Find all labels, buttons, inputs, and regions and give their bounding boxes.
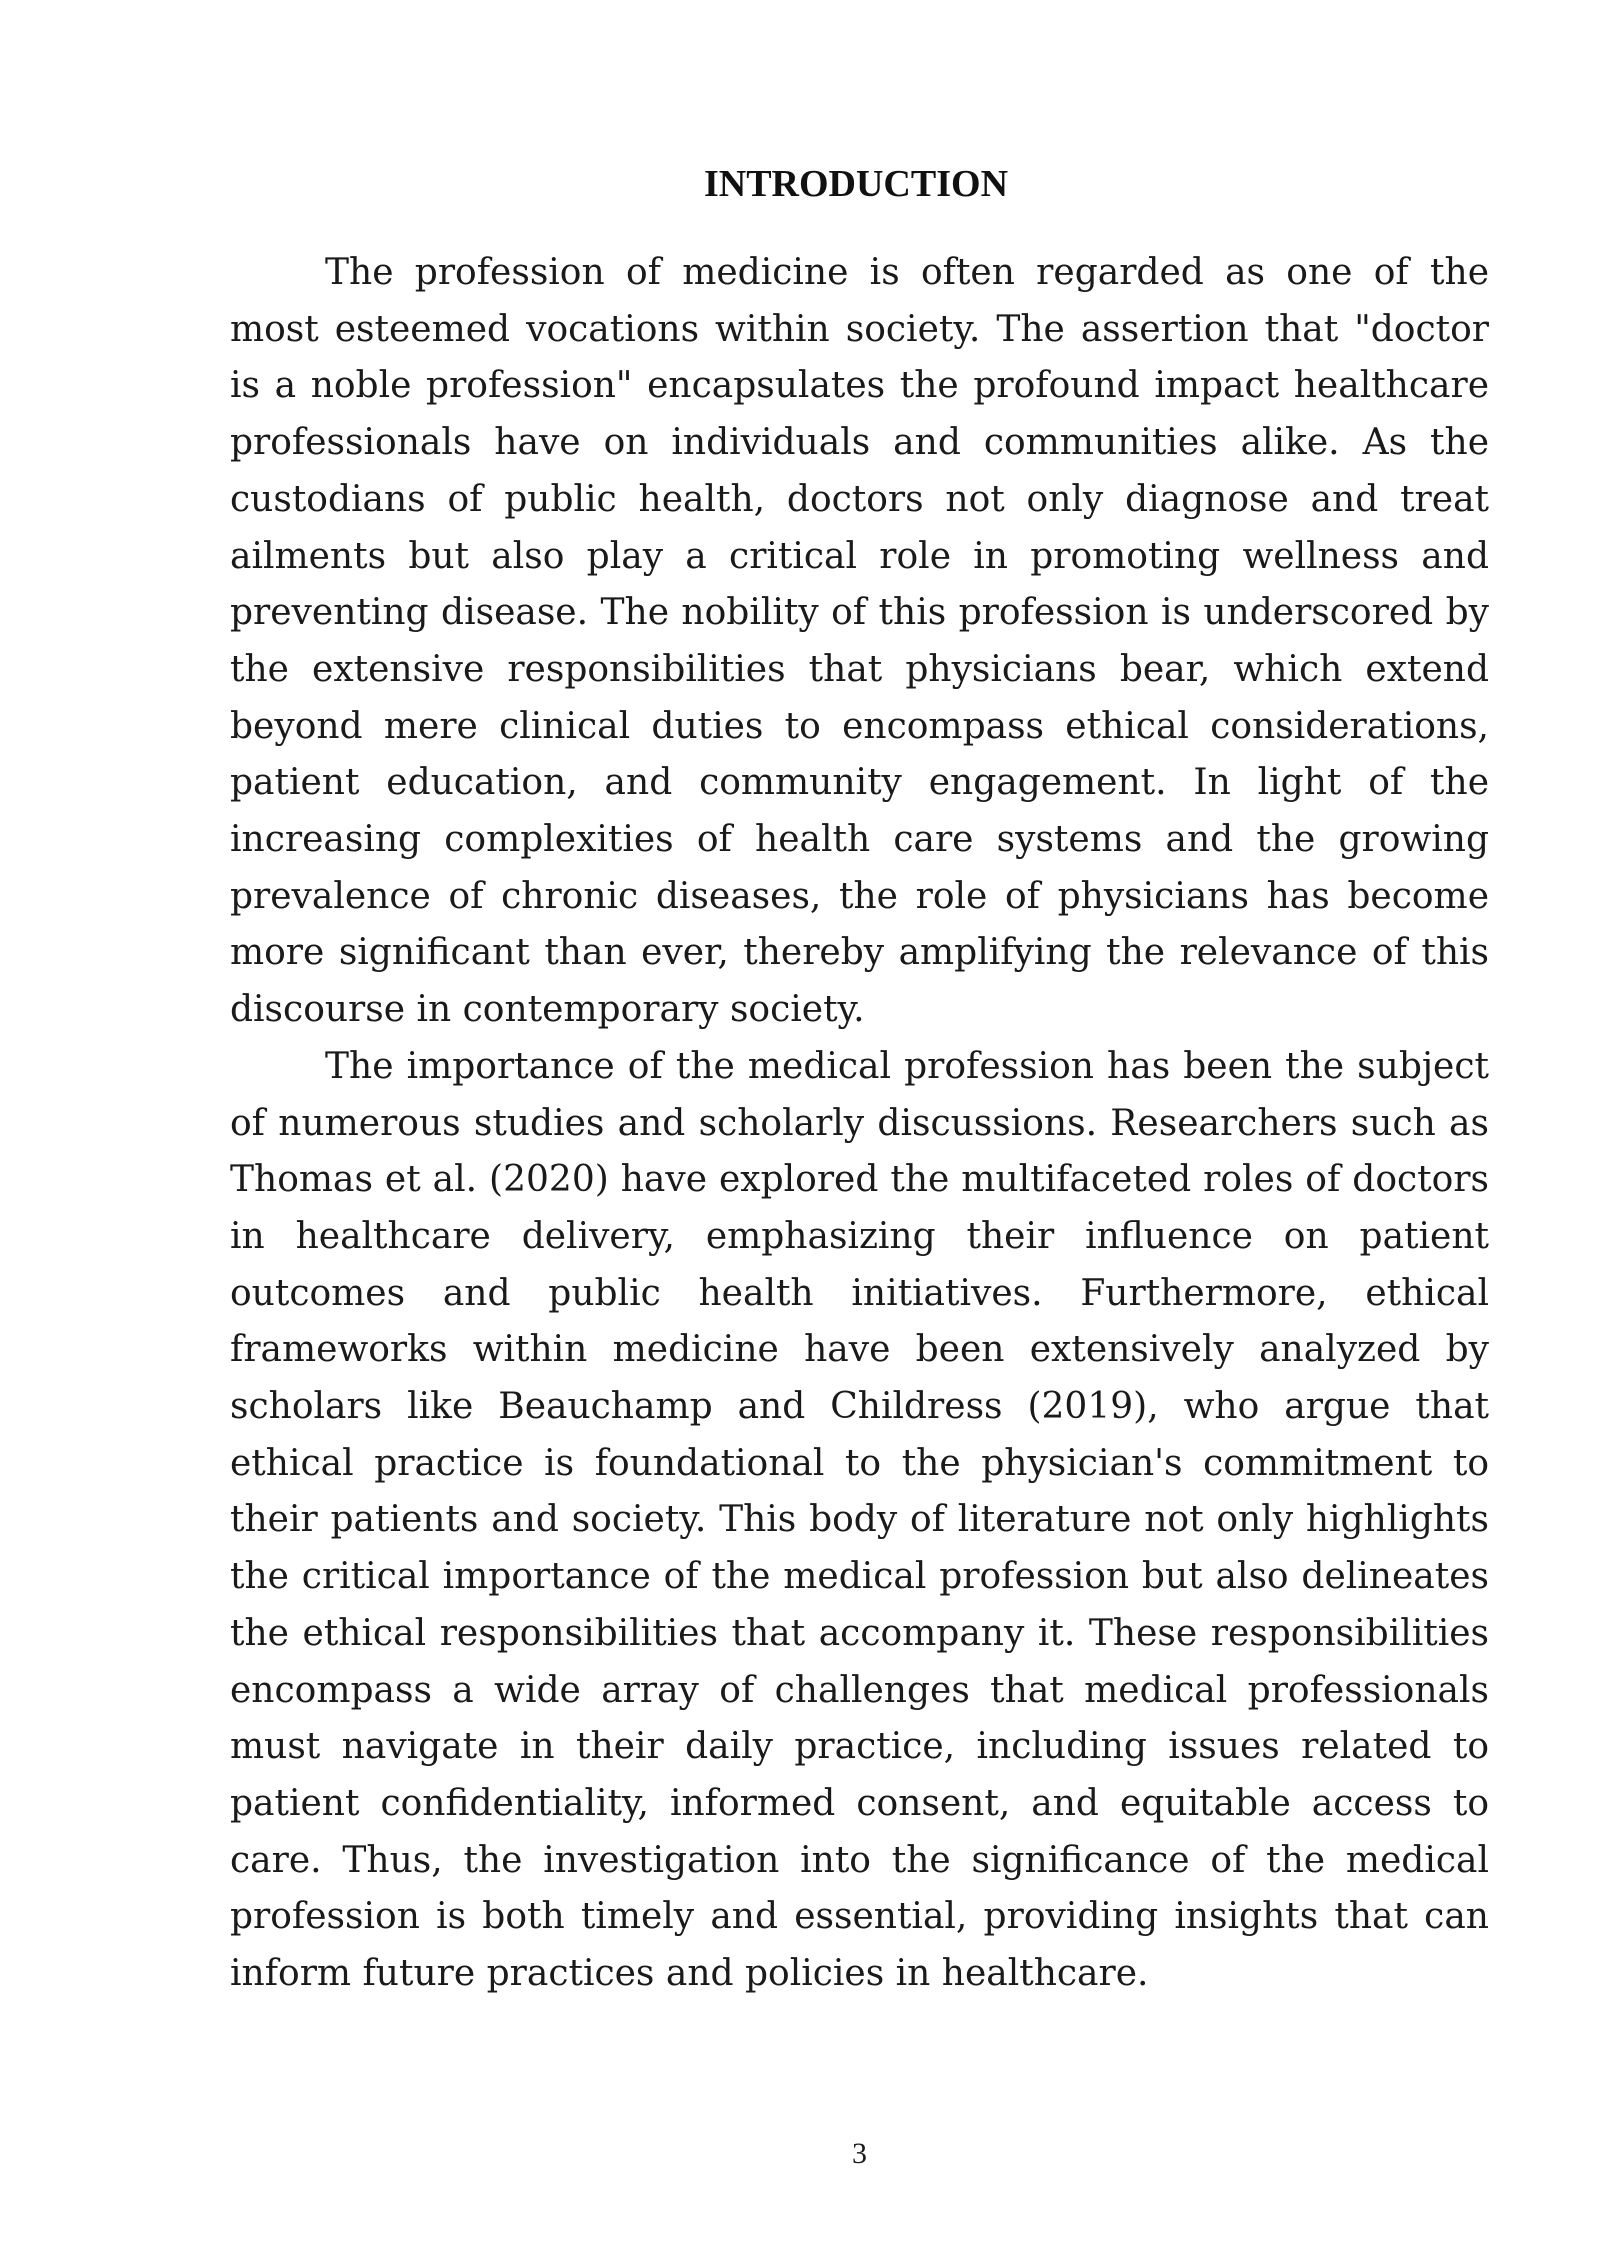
paragraph-2: The importance of the medical profession has been the subject of numerous studies and scholarly discussions. Researchers such as Thomas et al. (2020) have explored the multifaceted roles of doctors in healthcare delivery, emphasizing their influence on patient outcomes and public health initiatives. Furthermore, ethical frameworks within medicine have been extensively analyzed by scholars like Beauchamp and Childress (2019), who argue that ethical practice is foundational to the physician's commitment to their patients and society. This body of literature not only highlights the critical importance of the medical profession but also delineates the ethical responsibilities that accompany it. These responsibilities encompass a wide array of challenges that medical professionals must navigate in their daily practice, including issues related to patient confidentiality, informed consent, and equitable access to care. Thus, the investigation into the significance of the medical profession is both timely and essential, providing insights that can inform future practices and policies in healthcare. <box>230 1045 1489 1995</box>
page-number: 3 <box>852 2137 867 2170</box>
body-text <box>230 245 1489 2003</box>
section-heading: INTRODUCTION <box>703 163 1009 205</box>
paragraph-1: The profession of medicine is often regarded as one of the most esteemed vocations within society. The assertion that "doctor is a noble profession" encapsulates the profound impact healthcare professionals have on individuals and communities alike. As the custodians of public health, doctors not only diagnose and treat ailments but also play a critical role in promoting wellness and preventing disease. The nobility of this profession is underscored by the extensive responsibilities that physicians bear, which extend beyond mere clinical duties to encompass ethical considerations, patient education, and community engagement. In light of the increasing complexities of health care systems and the growing prevalence of chronic diseases, the role of physicians has become more significant than ever, thereby amplifying the relevance of this discourse in contemporary society. <box>230 252 1489 1031</box>
